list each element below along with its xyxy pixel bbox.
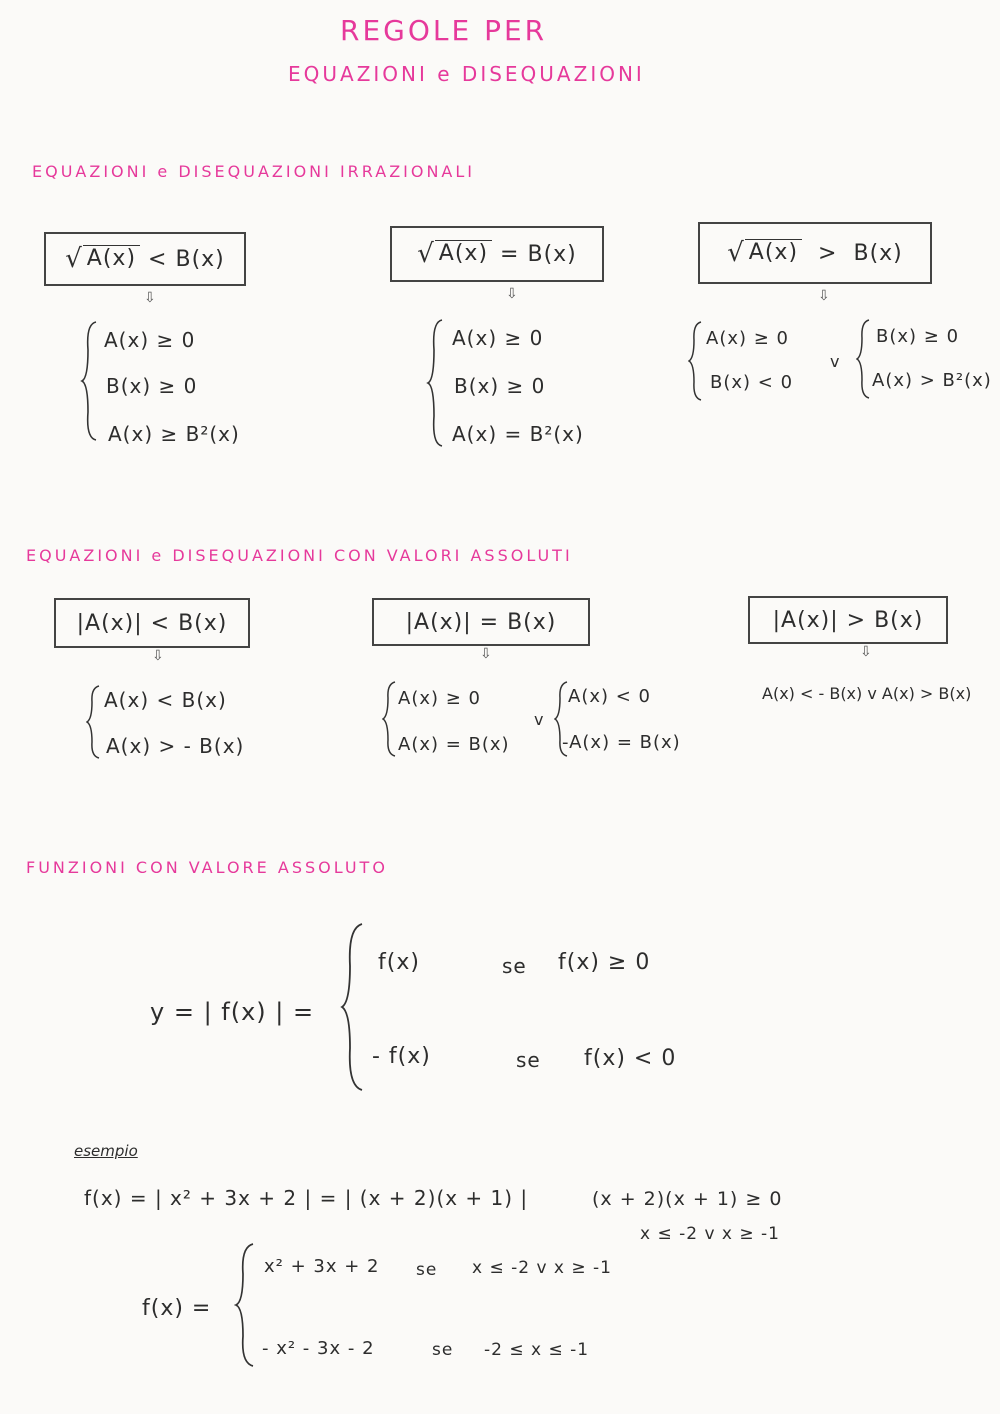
system-line: B(x) < 0: [710, 372, 794, 393]
piece-se: se: [502, 954, 527, 978]
piece-cond: f(x) < 0: [584, 1046, 677, 1071]
irrational-less-box: [44, 232, 246, 286]
sqrt-expression: √ A(x): [65, 244, 140, 274]
radicand: A(x): [83, 245, 140, 271]
system-line: A(x) = B²(x): [452, 422, 584, 446]
left-brace-icon: [234, 1242, 256, 1368]
down-arrow-icon: ⇩: [152, 648, 164, 664]
example-solution: x ≤ -2 v x ≥ -1: [640, 1224, 780, 1244]
system-line: A(x) > - B(x): [106, 734, 245, 758]
piece-cond: -2 ≤ x ≤ -1: [484, 1340, 590, 1360]
sqrt-expression: √ A(x): [727, 238, 802, 268]
sqrt-expression: √ A(x): [417, 239, 492, 269]
absolute-greater-result: A(x) < - B(x) v A(x) > B(x): [762, 684, 972, 703]
piece-expr: f(x): [378, 950, 420, 975]
operator: >: [818, 240, 838, 266]
piece-expr: x² + 3x + 2: [264, 1256, 380, 1277]
system-line: A(x) < B(x): [104, 688, 227, 712]
system-line: A(x) = B(x): [398, 734, 510, 755]
down-arrow-icon: ⇩: [818, 288, 830, 304]
system-line: A(x) < 0: [568, 686, 651, 707]
operator: =: [500, 241, 520, 267]
system-line: A(x) ≥ B²(x): [108, 422, 240, 446]
left-brace-icon: [80, 320, 100, 442]
piece-se: se: [516, 1048, 541, 1072]
example-inequality: (x + 2)(x + 1) ≥ 0: [592, 1188, 783, 1210]
example-function: f(x) = | x² + 3x + 2 | = | (x + 2)(x + 1) |: [84, 1186, 529, 1210]
section-irrational-title: EQUAZIONI e DISEQUAZIONI IRRAZIONALI: [32, 162, 476, 181]
rhs: B(x): [175, 246, 225, 272]
system-line: A(x) > B²(x): [872, 370, 992, 391]
piece-cond: x ≤ -2 v x ≥ -1: [472, 1258, 612, 1278]
left-brace-icon: [426, 318, 446, 448]
function-lhs: y = | f(x) | =: [150, 998, 315, 1026]
example-lhs: f(x) =: [142, 1296, 212, 1321]
rhs: B(x): [853, 240, 903, 266]
absolute-less-box: |A(x)| < B(x): [54, 598, 250, 648]
down-arrow-icon: ⇩: [506, 286, 518, 302]
system-line: A(x) ≥ 0: [706, 328, 789, 349]
system-line: B(x) ≥ 0: [454, 374, 546, 398]
piece-cond: f(x) ≥ 0: [558, 950, 651, 975]
left-brace-icon: [856, 318, 872, 400]
down-arrow-icon: ⇩: [480, 646, 492, 662]
system-line: -A(x) = B(x): [562, 732, 681, 753]
section-absolute-title: EQUAZIONI e DISEQUAZIONI CON VALORI ASSOLUTI: [26, 546, 573, 565]
radicand: A(x): [745, 239, 802, 265]
absolute-equal-box: |A(x)| = B(x): [372, 598, 590, 646]
absolute-greater-box: |A(x)| > B(x): [748, 596, 948, 644]
down-arrow-icon: ⇩: [860, 644, 872, 660]
left-brace-icon: [86, 684, 102, 760]
irrational-equal-box: [390, 226, 604, 282]
system-line: B(x) ≥ 0: [106, 374, 198, 398]
rhs: B(x): [527, 241, 577, 267]
radicand: A(x): [435, 240, 492, 266]
system-line: B(x) ≥ 0: [876, 326, 960, 347]
system-line: A(x) ≥ 0: [104, 328, 196, 352]
or-symbol: v: [534, 710, 544, 729]
page-title-line2: EQUAZIONI e DISEQUAZIONI: [288, 62, 645, 86]
piece-expr: - x² - 3x - 2: [262, 1338, 375, 1359]
system-line: A(x) ≥ 0: [452, 326, 544, 350]
example-label: esempio: [74, 1142, 138, 1160]
left-brace-icon: [340, 922, 366, 1092]
left-brace-icon: [382, 680, 398, 758]
piece-expr: - f(x): [372, 1044, 431, 1069]
system-line: A(x) ≥ 0: [398, 688, 481, 709]
or-symbol: v: [830, 352, 840, 371]
piece-se: se: [416, 1260, 438, 1280]
page-title-line1: REGOLE PER: [340, 14, 548, 47]
section-function-title: FUNZIONI CON VALORE ASSOLUTO: [26, 858, 388, 877]
down-arrow-icon: ⇩: [144, 290, 156, 306]
left-brace-icon: [688, 320, 704, 402]
irrational-greater-box: [698, 222, 932, 284]
piece-se: se: [432, 1340, 454, 1360]
operator: <: [148, 246, 168, 272]
